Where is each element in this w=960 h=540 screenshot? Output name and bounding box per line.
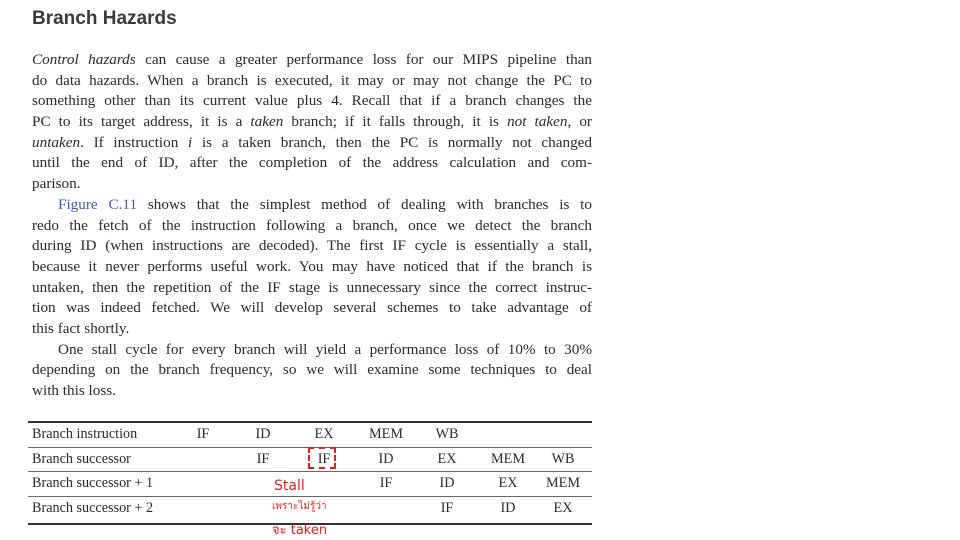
paragraph-figure-reference <box>32 195 592 340</box>
table-row-divider <box>28 471 592 472</box>
pipeline-stage-cell: MEM <box>546 475 580 491</box>
table-row-divider <box>28 496 592 497</box>
text-run: can cause a greater performance loss for our MIPS pipeline than <box>135 51 592 68</box>
stall-highlight-box <box>308 447 336 469</box>
text-line <box>32 71 592 92</box>
pipeline-stage-cell: IF <box>196 426 210 442</box>
text-run: shows that the simplest method of dealing with branches is to <box>137 195 592 213</box>
text-run: during ID (when instructions are decoded). The first IF cycle is essentially a stall, <box>32 237 592 255</box>
pipeline-row-label: Branch instruction <box>32 426 138 442</box>
text-line <box>32 360 592 381</box>
text-run: tion was indeed fetched. We will develop several schemes to take advantage of <box>32 299 592 317</box>
pipeline-stage-cell: EX <box>437 451 457 467</box>
text-line <box>32 381 592 402</box>
text-line <box>32 340 592 361</box>
text-run: taken <box>250 113 284 131</box>
pipeline-stage-cell: WB <box>435 426 459 442</box>
pipeline-row-label: Branch successor <box>32 451 131 467</box>
pipeline-stage-cell: ID <box>255 426 271 442</box>
pipeline-stage-cell: IF <box>379 475 393 491</box>
text-run: with this loss. <box>32 382 116 399</box>
page-heading: Branch Hazards <box>32 8 177 29</box>
pipeline-stage-cell: EX <box>498 475 518 491</box>
stall-annotation: Stall <box>274 478 305 494</box>
text-run: depending on the branch frequency, so we will examine some techniques to deal <box>32 361 592 379</box>
text-run: untaken <box>32 133 81 151</box>
text-line <box>32 319 592 340</box>
text-run: this fact shortly. <box>32 319 130 337</box>
text-line <box>32 278 592 299</box>
pipeline-stage-cell: WB <box>551 451 575 467</box>
table-top-rule <box>28 421 592 423</box>
text-run: branch; if it falls through, it is <box>283 113 508 131</box>
figure-reference-link[interactable]: Figure C.11 <box>58 195 138 213</box>
pipeline-row-label: Branch successor + 2 <box>32 500 154 516</box>
text-run: something other than its current value plus 4. Recall that if a branch changes the <box>32 92 592 110</box>
pipeline-stage-cell: MEM <box>491 451 525 467</box>
body-text <box>32 50 592 402</box>
text-run: until the end of ID, after the completion of the address calculation and com- <box>32 154 592 172</box>
pipeline-stage-cell: ID <box>378 451 394 467</box>
pipeline-stage-cell: ID <box>500 500 516 516</box>
text-run: PC to its target address, it is a <box>32 113 251 131</box>
text-run: . If instruction <box>80 133 189 151</box>
text-run: is a taken branch, then the PC is normally not changed <box>192 133 593 151</box>
text-line <box>32 298 592 319</box>
text-line <box>32 216 592 237</box>
text-run: untaken, then the repetition of the IF stage is unnecessary since the correct instruc- <box>32 278 592 296</box>
pipeline-stage-cell: EX <box>314 426 334 442</box>
pipeline-row-label: Branch successor + 1 <box>32 475 154 491</box>
text-line <box>32 91 592 112</box>
pipeline-stage-cell: IF <box>317 451 331 467</box>
text-line <box>32 236 592 257</box>
text-run: do data hazards. When a branch is executed, it may or may not change the PC to <box>32 71 592 89</box>
text-line <box>32 257 592 278</box>
text-line <box>32 153 592 174</box>
text-run: redo the fetch of the instruction following a branch, once we detect the branch <box>32 216 592 234</box>
text-run: because it never performs useful work. You may have noticed that if the branch is <box>32 257 592 275</box>
text-line <box>32 195 592 216</box>
text-line <box>32 112 592 133</box>
pipeline-stage-cell: EX <box>553 500 573 516</box>
text-run: not taken <box>507 113 568 131</box>
text-run: i <box>188 133 193 151</box>
text-run: One stall cycle for every branch will yield a performance loss of 10% to 30% <box>58 340 592 358</box>
pipeline-stage-cell: IF <box>440 500 454 516</box>
text-run: , or <box>567 113 592 131</box>
thai-note-annotation: เพราะไม่รู้ว่า <box>272 501 327 512</box>
pipeline-stage-cell: ID <box>439 475 455 491</box>
text-run: Control hazards <box>32 51 136 68</box>
paragraph-control-hazards <box>32 50 592 195</box>
paragraph-stall-cost <box>32 340 592 402</box>
taken-annotation: จะ taken <box>272 523 328 538</box>
text-line <box>32 133 592 154</box>
pipeline-stage-cell: IF <box>256 451 270 467</box>
text-run: parison. <box>32 175 81 193</box>
text-line <box>32 50 592 71</box>
pipeline-stage-cell: MEM <box>369 426 403 442</box>
text-line <box>32 174 592 195</box>
